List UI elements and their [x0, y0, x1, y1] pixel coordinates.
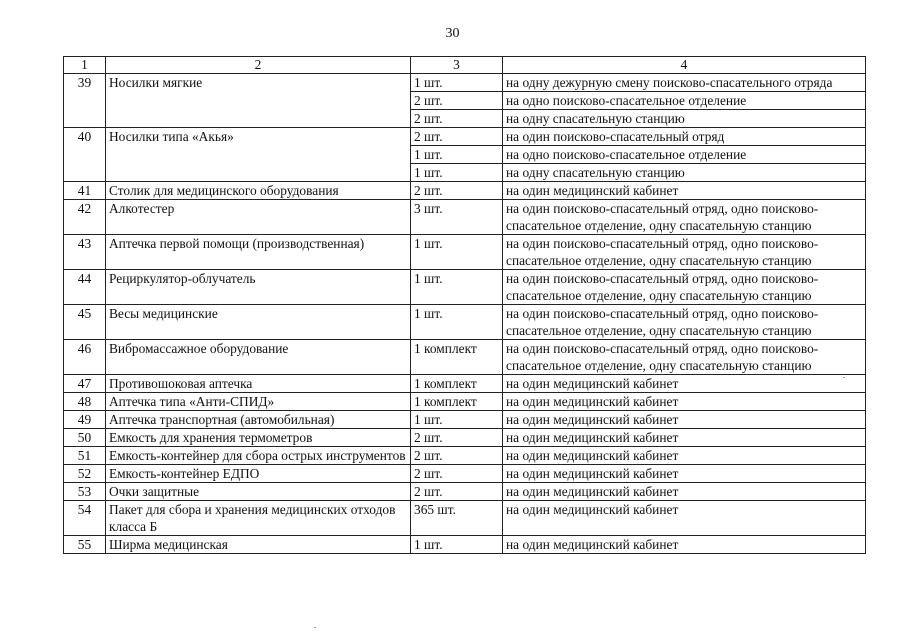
item-allocation: на один медицинский кабинет: [503, 393, 866, 411]
item-name: Алкотестер: [106, 200, 411, 235]
table-header-row: [64, 57, 866, 74]
item-allocation: на один поисково-спасательный отряд, одно поисково-спасательное отделение, одну спасательную станцию: [503, 235, 866, 270]
column-header: 1: [64, 57, 106, 74]
table-row: [64, 536, 866, 554]
item-quantity: 1 шт.: [411, 536, 503, 554]
table-row: [64, 340, 866, 375]
row-number: 40: [64, 128, 106, 146]
item-allocation: на один медицинский кабинет: [503, 447, 866, 465]
item-quantity: 1 комплект: [411, 375, 503, 393]
item-allocation: на один медицинский кабинет: [503, 501, 866, 536]
row-number: 41: [64, 182, 106, 200]
table-row: [64, 270, 866, 305]
item-quantity: 1 комплект: [411, 340, 503, 375]
row-number: 53: [64, 483, 106, 501]
row-number: [64, 92, 106, 110]
item-allocation: на один поисково-спасательный отряд: [503, 128, 866, 146]
item-name: Аптечка первой помощи (производственная): [106, 235, 411, 270]
item-quantity: 2 шт.: [411, 465, 503, 483]
item-quantity: 1 шт.: [411, 146, 503, 164]
scan-speck: [843, 377, 845, 378]
item-allocation: на одну спасательную станцию: [503, 164, 866, 182]
table-row: [64, 465, 866, 483]
item-quantity: 365 шт.: [411, 501, 503, 536]
item-allocation: на один медицинский кабинет: [503, 536, 866, 554]
item-allocation: на один медицинский кабинет: [503, 465, 866, 483]
item-allocation: на один медицинский кабинет: [503, 429, 866, 447]
item-allocation: на одно поисково-спасательное отделение: [503, 92, 866, 110]
column-header: 3: [411, 57, 503, 74]
item-quantity: 1 шт.: [411, 411, 503, 429]
item-name: Рециркулятор-облучатель: [106, 270, 411, 305]
table-body: [64, 57, 866, 554]
item-quantity: 1 шт.: [411, 270, 503, 305]
table-row: [64, 411, 866, 429]
item-allocation: на один поисково-спасательный отряд, одно поисково-спасательное отделение, одну спасательную станцию: [503, 305, 866, 340]
item-name: Емкость-контейнер ЕДПО: [106, 465, 411, 483]
row-number: 51: [64, 447, 106, 465]
table-row: [64, 128, 866, 146]
row-number: 49: [64, 411, 106, 429]
item-name: Аптечка транспортная (автомобильная): [106, 411, 411, 429]
item-name: [106, 164, 411, 182]
item-allocation: на одно поисково-спасательное отделение: [503, 146, 866, 164]
item-name: Столик для медицинского оборудования: [106, 182, 411, 200]
item-name: Емкость для хранения термометров: [106, 429, 411, 447]
item-quantity: 1 шт.: [411, 164, 503, 182]
item-quantity: 2 шт.: [411, 110, 503, 128]
item-quantity: 2 шт.: [411, 429, 503, 447]
row-number: 47: [64, 375, 106, 393]
item-allocation: на один поисково-спасательный отряд, одно поисково-спасательное отделение, одну спасательную станцию: [503, 270, 866, 305]
row-number: [64, 110, 106, 128]
table-row: [64, 92, 866, 110]
table-row: [64, 393, 866, 411]
item-quantity: 1 шт.: [411, 74, 503, 92]
item-name: Емкость-контейнер для сбора острых инструментов: [106, 447, 411, 465]
item-name: Носилки мягкие: [106, 74, 411, 92]
item-quantity: 2 шт.: [411, 182, 503, 200]
table-row: [64, 447, 866, 465]
item-quantity: 2 шт.: [411, 128, 503, 146]
table-row: [64, 146, 866, 164]
row-number: 39: [64, 74, 106, 92]
item-name: [106, 146, 411, 164]
table-row: [64, 164, 866, 182]
item-allocation: на одну дежурную смену поисково-спасательного отряда: [503, 74, 866, 92]
column-header: 4: [503, 57, 866, 74]
row-number: 55: [64, 536, 106, 554]
item-allocation: на один поисково-спасательный отряд, одно поисково-спасательное отделение, одну спасательную станцию: [503, 340, 866, 375]
row-number: 50: [64, 429, 106, 447]
item-allocation: на одну спасательную станцию: [503, 110, 866, 128]
item-name: Весы медицинские: [106, 305, 411, 340]
table-row: [64, 235, 866, 270]
item-quantity: 2 шт.: [411, 447, 503, 465]
item-quantity: 3 шт.: [411, 200, 503, 235]
item-allocation: на один медицинский кабинет: [503, 375, 866, 393]
table-row: [64, 182, 866, 200]
table-row: [64, 501, 866, 536]
table-row: [64, 74, 866, 92]
item-allocation: на один медицинский кабинет: [503, 182, 866, 200]
row-number: [64, 146, 106, 164]
item-allocation: на один медицинский кабинет: [503, 411, 866, 429]
item-name: Пакет для сбора и хранения медицинских отходов класса Б: [106, 501, 411, 536]
table-row: [64, 375, 866, 393]
item-quantity: 1 комплект: [411, 393, 503, 411]
item-name: Носилки типа «Акья»: [106, 128, 411, 146]
table-row: [64, 483, 866, 501]
item-quantity: 1 шт.: [411, 235, 503, 270]
item-name: Вибромассажное оборудование: [106, 340, 411, 375]
item-name: Противошоковая аптечка: [106, 375, 411, 393]
row-number: 45: [64, 305, 106, 340]
row-number: 44: [64, 270, 106, 305]
item-quantity: 2 шт.: [411, 92, 503, 110]
row-number: 54: [64, 501, 106, 536]
table-row: [64, 429, 866, 447]
item-name: [106, 92, 411, 110]
item-name: Ширма медицинская: [106, 536, 411, 554]
item-quantity: 2 шт.: [411, 483, 503, 501]
column-header: 2: [106, 57, 411, 74]
table-row: [64, 305, 866, 340]
row-number: 52: [64, 465, 106, 483]
equipment-table: [63, 56, 866, 554]
scan-speck: [314, 627, 316, 628]
table-row: [64, 200, 866, 235]
item-allocation: на один медицинский кабинет: [503, 483, 866, 501]
item-allocation: на один поисково-спасательный отряд, одно поисково-спасательное отделение, одну спасательную станцию: [503, 200, 866, 235]
row-number: 43: [64, 235, 106, 270]
item-name: Очки защитные: [106, 483, 411, 501]
row-number: 48: [64, 393, 106, 411]
row-number: 42: [64, 200, 106, 235]
row-number: [64, 164, 106, 182]
item-name: Аптечка типа «Анти-СПИД»: [106, 393, 411, 411]
item-quantity: 1 шт.: [411, 305, 503, 340]
item-name: [106, 110, 411, 128]
row-number: 46: [64, 340, 106, 375]
table-row: [64, 110, 866, 128]
page-number: 30: [445, 26, 460, 41]
